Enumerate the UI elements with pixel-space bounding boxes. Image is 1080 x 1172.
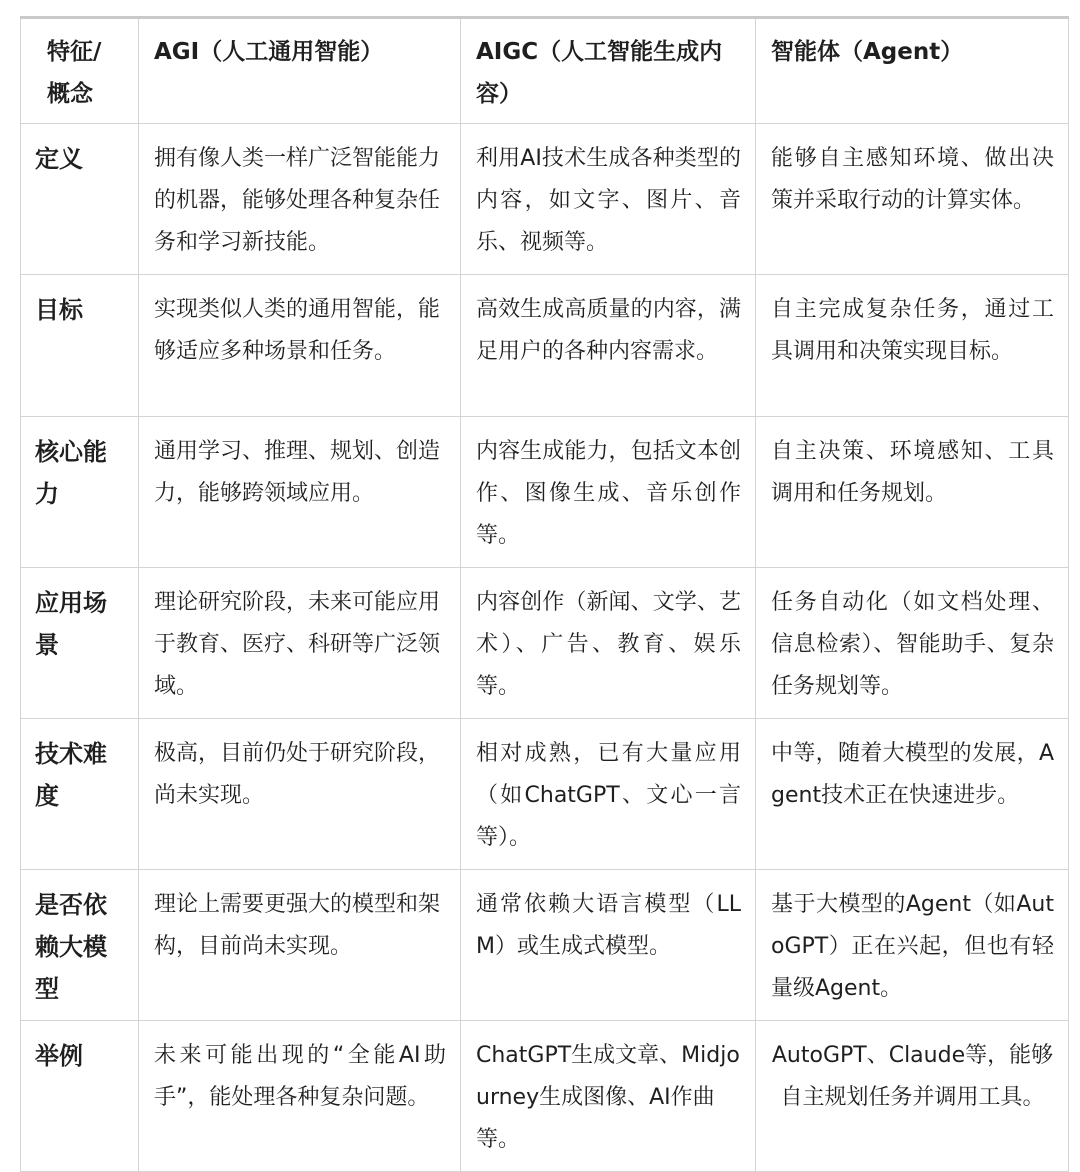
cell-agent-difficulty: 中等，随着大模型的发展，Agent技术正在快速进步。 [756,719,1069,870]
cell-agi-definition: 拥有像人类一样广泛智能能力的机器，能够处理各种复杂任务和学习新技能。 [139,124,461,275]
cell-aigc-difficulty: 相对成熟，已有大量应用（如ChatGPT、文心一言等）。 [461,719,756,870]
cell-agi-llm-dependency: 理论上需要更强大的模型和架构，目前尚未实现。 [139,870,461,1021]
cell-agent-example: AutoGPT、Claude等，能够自主规划任务并调用工具。 [756,1021,1069,1172]
cell-agent-goal: 自主完成复杂任务，通过工具调用和决策实现目标。 [756,275,1069,417]
header-aigc: AIGC（人工智能生成内容） [461,18,756,124]
comparison-table [20,16,1069,1172]
cell-agent-llm-dependency: 基于大模型的Agent（如AutoGPT）正在兴起，但也有轻量级Agent。 [756,870,1069,1021]
row-label-example: 举例 [21,1021,139,1172]
header-agent: 智能体（Agent） [756,18,1069,124]
header-feature-concept: 特征/概念 [21,18,139,124]
cell-agent-application: 任务自动化（如文档处理、信息检索）、智能助手、复杂任务规划等。 [756,568,1069,719]
header-agi: AGI（人工通用智能） [139,18,461,124]
cell-aigc-llm-dependency: 通常依赖大语言模型（LLM）或生成式模型。 [461,870,756,1021]
table-row [21,124,1069,275]
cell-agi-application: 理论研究阶段，未来可能应用于教育、医疗、科研等广泛领域。 [139,568,461,719]
table-row [21,870,1069,1021]
table-row [21,417,1069,568]
table-row [21,719,1069,870]
row-label-llm-dependency: 是否依赖大模型 [21,870,139,1021]
row-label-definition: 定义 [21,124,139,275]
table-header-row [21,18,1069,124]
cell-agi-example: 未来可能出现的“全能AI助手”，能处理各种复杂问题。 [139,1021,461,1172]
cell-agent-core-ability: 自主决策、环境感知、工具调用和任务规划。 [756,417,1069,568]
table-row [21,1021,1069,1172]
table-row [21,568,1069,719]
row-label-core-ability: 核心能力 [21,417,139,568]
cell-agi-goal: 实现类似人类的通用智能，能够适应多种场景和任务。 [139,275,461,417]
cell-agi-difficulty: 极高，目前仍处于研究阶段，尚未实现。 [139,719,461,870]
cell-aigc-core-ability: 内容生成能力，包括文本创作、图像生成、音乐创作等。 [461,417,756,568]
cell-aigc-application: 内容创作（新闻、文学、艺术）、广告、教育、娱乐等。 [461,568,756,719]
cell-aigc-definition: 利用AI技术生成各种类型的内容，如文字、图片、音乐、视频等。 [461,124,756,275]
table-row [21,275,1069,417]
row-label-goal: 目标 [21,275,139,417]
cell-aigc-goal: 高效生成高质量的内容，满足用户的各种内容需求。 [461,275,756,417]
row-label-difficulty: 技术难度 [21,719,139,870]
row-label-application: 应用场景 [21,568,139,719]
cell-agi-core-ability: 通用学习、推理、规划、创造力，能够跨领域应用。 [139,417,461,568]
cell-aigc-example: ChatGPT生成文章、Midjourney生成图像、AI作曲等。 [461,1021,756,1172]
cell-agent-definition: 能够自主感知环境、做出决策并采取行动的计算实体。 [756,124,1069,275]
comparison-table-container [20,16,1068,1172]
